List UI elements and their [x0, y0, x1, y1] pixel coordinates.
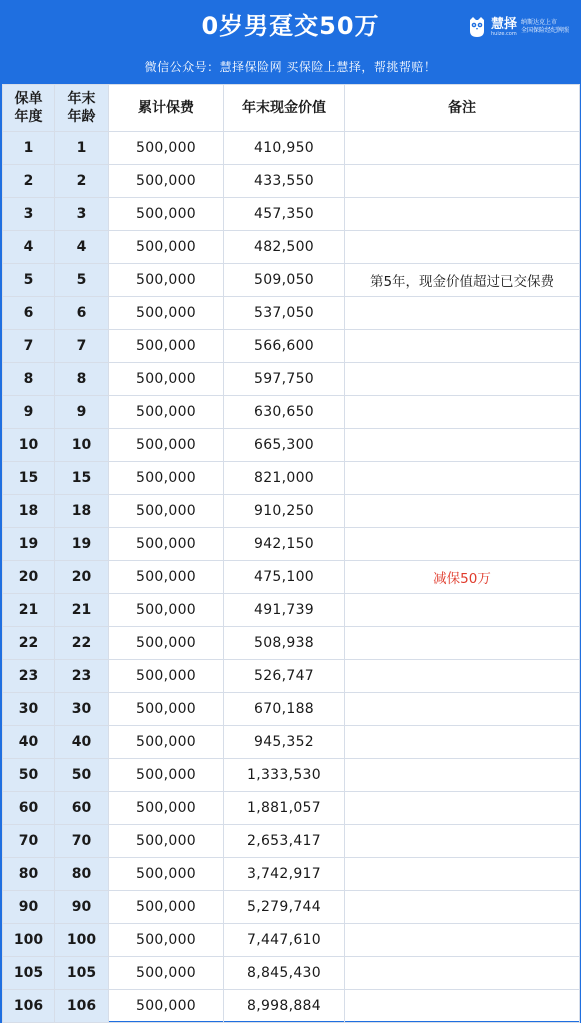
header-premium: 累计保费	[109, 85, 224, 132]
cell-cash-value: 1,333,530	[224, 759, 345, 792]
cell-age: 23	[55, 660, 109, 693]
table-row	[3, 462, 580, 495]
table-row	[3, 759, 580, 792]
cell-note	[345, 990, 580, 1023]
cell-premium: 500,000	[109, 495, 224, 528]
table-row	[3, 561, 580, 594]
cell-policy-year: 1	[3, 132, 55, 165]
cell-premium: 500,000	[109, 759, 224, 792]
cell-cash-value: 665,300	[224, 429, 345, 462]
cell-cash-value: 537,050	[224, 297, 345, 330]
cell-policy-year: 19	[3, 528, 55, 561]
cell-cash-value: 509,050	[224, 264, 345, 297]
table-row	[3, 594, 580, 627]
cell-cash-value: 482,500	[224, 231, 345, 264]
brand-logo	[467, 14, 577, 40]
cell-premium: 500,000	[109, 924, 224, 957]
cell-cash-value: 8,845,430	[224, 957, 345, 990]
table-row	[3, 165, 580, 198]
cash-value-table-container	[0, 84, 581, 1023]
cell-policy-year: 3	[3, 198, 55, 231]
cell-cash-value: 491,739	[224, 594, 345, 627]
cell-note	[345, 726, 580, 759]
table-row	[3, 429, 580, 462]
cell-note	[345, 297, 580, 330]
cell-policy-year: 22	[3, 627, 55, 660]
cell-note	[345, 165, 580, 198]
cell-cash-value: 670,188	[224, 693, 345, 726]
cell-premium: 500,000	[109, 957, 224, 990]
cell-age: 40	[55, 726, 109, 759]
cell-age: 3	[55, 198, 109, 231]
table-row	[3, 396, 580, 429]
cell-note: 第5年，现金价值超过已交保费	[345, 264, 580, 297]
cell-policy-year: 23	[3, 660, 55, 693]
cell-note	[345, 528, 580, 561]
cell-policy-year: 21	[3, 594, 55, 627]
table-row	[3, 297, 580, 330]
cell-premium: 500,000	[109, 594, 224, 627]
cell-cash-value: 526,747	[224, 660, 345, 693]
cell-note	[345, 198, 580, 231]
cell-cash-value: 3,742,917	[224, 858, 345, 891]
cell-note	[345, 429, 580, 462]
cell-note	[345, 462, 580, 495]
cell-policy-year: 18	[3, 495, 55, 528]
cell-cash-value: 2,653,417	[224, 825, 345, 858]
cell-note	[345, 396, 580, 429]
cell-cash-value: 942,150	[224, 528, 345, 561]
table-row	[3, 990, 580, 1023]
cell-premium: 500,000	[109, 462, 224, 495]
cell-premium: 500,000	[109, 198, 224, 231]
cell-age: 15	[55, 462, 109, 495]
header-age-line: 年末	[67, 91, 96, 107]
cell-premium: 500,000	[109, 264, 224, 297]
cell-note	[345, 957, 580, 990]
cell-cash-value: 7,447,610	[224, 924, 345, 957]
brand-tag-line2: 全国保险经纪牌照	[521, 27, 570, 34]
header-age	[55, 85, 109, 132]
cell-policy-year: 20	[3, 561, 55, 594]
header-age-line: 年龄	[67, 109, 96, 125]
cell-age: 105	[55, 957, 109, 990]
cell-age: 2	[55, 165, 109, 198]
table-row	[3, 891, 580, 924]
table-header	[3, 85, 580, 132]
cell-premium: 500,000	[109, 363, 224, 396]
cell-cash-value: 1,881,057	[224, 792, 345, 825]
brand-text	[491, 18, 517, 37]
cell-premium: 500,000	[109, 528, 224, 561]
cell-policy-year: 9	[3, 396, 55, 429]
owl-logo-icon	[467, 16, 487, 38]
cell-cash-value: 597,750	[224, 363, 345, 396]
cell-policy-year: 60	[3, 792, 55, 825]
cell-age: 4	[55, 231, 109, 264]
cell-premium: 500,000	[109, 165, 224, 198]
cell-note	[345, 924, 580, 957]
cell-age: 50	[55, 759, 109, 792]
table-row	[3, 957, 580, 990]
cell-premium: 500,000	[109, 660, 224, 693]
cell-note	[345, 891, 580, 924]
cell-cash-value: 8,998,884	[224, 990, 345, 1023]
cell-policy-year: 6	[3, 297, 55, 330]
cell-premium: 500,000	[109, 132, 224, 165]
header-policy-year-line: 保单	[14, 91, 43, 107]
brand-tag-line1: 纳斯达克上市	[521, 19, 558, 26]
cell-premium: 500,000	[109, 990, 224, 1023]
cell-premium: 500,000	[109, 429, 224, 462]
table-row	[3, 495, 580, 528]
cell-policy-year: 105	[3, 957, 55, 990]
cell-age: 106	[55, 990, 109, 1023]
table-row	[3, 726, 580, 759]
header-policy-year	[3, 85, 55, 132]
table-row	[3, 792, 580, 825]
cell-premium: 500,000	[109, 231, 224, 264]
cell-policy-year: 2	[3, 165, 55, 198]
table-row	[3, 330, 580, 363]
cell-policy-year: 50	[3, 759, 55, 792]
cell-policy-year: 80	[3, 858, 55, 891]
table-body	[3, 132, 580, 1023]
cell-premium: 500,000	[109, 726, 224, 759]
cell-note	[345, 627, 580, 660]
cell-premium: 500,000	[109, 792, 224, 825]
cell-age: 1	[55, 132, 109, 165]
cell-note	[345, 825, 580, 858]
table-row	[3, 363, 580, 396]
cell-premium: 500,000	[109, 561, 224, 594]
cell-age: 70	[55, 825, 109, 858]
cell-premium: 500,000	[109, 693, 224, 726]
table-row	[3, 198, 580, 231]
table-row	[3, 132, 580, 165]
cell-note	[345, 231, 580, 264]
page-title: 0岁男趸交50万	[201, 12, 380, 40]
cell-premium: 500,000	[109, 858, 224, 891]
cell-premium: 500,000	[109, 297, 224, 330]
cell-cash-value: 475,100	[224, 561, 345, 594]
cell-age: 10	[55, 429, 109, 462]
cell-policy-year: 30	[3, 693, 55, 726]
cell-premium: 500,000	[109, 627, 224, 660]
cell-policy-year: 5	[3, 264, 55, 297]
cell-age: 18	[55, 495, 109, 528]
cell-age: 80	[55, 858, 109, 891]
header-cash-value: 年末现金价值	[224, 85, 345, 132]
cell-cash-value: 566,600	[224, 330, 345, 363]
table-row	[3, 858, 580, 891]
cell-age: 8	[55, 363, 109, 396]
cell-cash-value: 410,950	[224, 132, 345, 165]
cell-note	[345, 660, 580, 693]
cell-cash-value: 945,352	[224, 726, 345, 759]
cell-policy-year: 4	[3, 231, 55, 264]
cell-age: 6	[55, 297, 109, 330]
table-row	[3, 264, 580, 297]
cell-note: 减保50万	[345, 561, 580, 594]
header-banner	[0, 0, 581, 84]
cell-premium: 500,000	[109, 330, 224, 363]
cell-policy-year: 8	[3, 363, 55, 396]
cell-age: 22	[55, 627, 109, 660]
cell-policy-year: 106	[3, 990, 55, 1023]
brand-tagline	[521, 19, 569, 35]
cell-note	[345, 858, 580, 891]
cell-age: 21	[55, 594, 109, 627]
cell-note	[345, 594, 580, 627]
cell-policy-year: 40	[3, 726, 55, 759]
table-row	[3, 693, 580, 726]
cell-policy-year: 10	[3, 429, 55, 462]
cell-cash-value: 457,350	[224, 198, 345, 231]
cell-cash-value: 5,279,744	[224, 891, 345, 924]
brand-domain: huize.com	[491, 30, 517, 37]
cell-age: 7	[55, 330, 109, 363]
header-note: 备注	[345, 85, 580, 132]
cell-policy-year: 70	[3, 825, 55, 858]
cell-age: 19	[55, 528, 109, 561]
cell-cash-value: 433,550	[224, 165, 345, 198]
cell-note	[345, 759, 580, 792]
cell-policy-year: 90	[3, 891, 55, 924]
cell-note	[345, 363, 580, 396]
table-row	[3, 825, 580, 858]
cell-note	[345, 495, 580, 528]
table-row	[3, 627, 580, 660]
table-row	[3, 924, 580, 957]
cell-note	[345, 132, 580, 165]
cell-cash-value: 508,938	[224, 627, 345, 660]
cell-age: 9	[55, 396, 109, 429]
cell-age: 20	[55, 561, 109, 594]
cell-note	[345, 792, 580, 825]
cell-premium: 500,000	[109, 396, 224, 429]
table-row	[3, 660, 580, 693]
header-policy-year-line: 年度	[14, 109, 43, 125]
table-row	[3, 231, 580, 264]
cell-premium: 500,000	[109, 825, 224, 858]
cash-value-table	[2, 84, 580, 1023]
cell-age: 60	[55, 792, 109, 825]
cell-age: 100	[55, 924, 109, 957]
cell-policy-year: 7	[3, 330, 55, 363]
cell-policy-year: 100	[3, 924, 55, 957]
cell-note	[345, 330, 580, 363]
brand-name: 慧择	[491, 16, 518, 32]
cell-age: 5	[55, 264, 109, 297]
cell-cash-value: 821,000	[224, 462, 345, 495]
page-subtitle: 微信公众号：慧择保险网 买保险上慧择，帮挑帮赔！	[144, 60, 437, 74]
cell-age: 90	[55, 891, 109, 924]
cell-premium: 500,000	[109, 891, 224, 924]
cell-policy-year: 15	[3, 462, 55, 495]
cell-cash-value: 910,250	[224, 495, 345, 528]
table-row	[3, 528, 580, 561]
cell-age: 30	[55, 693, 109, 726]
table-header-row	[3, 85, 580, 132]
cell-cash-value: 630,650	[224, 396, 345, 429]
cell-note	[345, 693, 580, 726]
